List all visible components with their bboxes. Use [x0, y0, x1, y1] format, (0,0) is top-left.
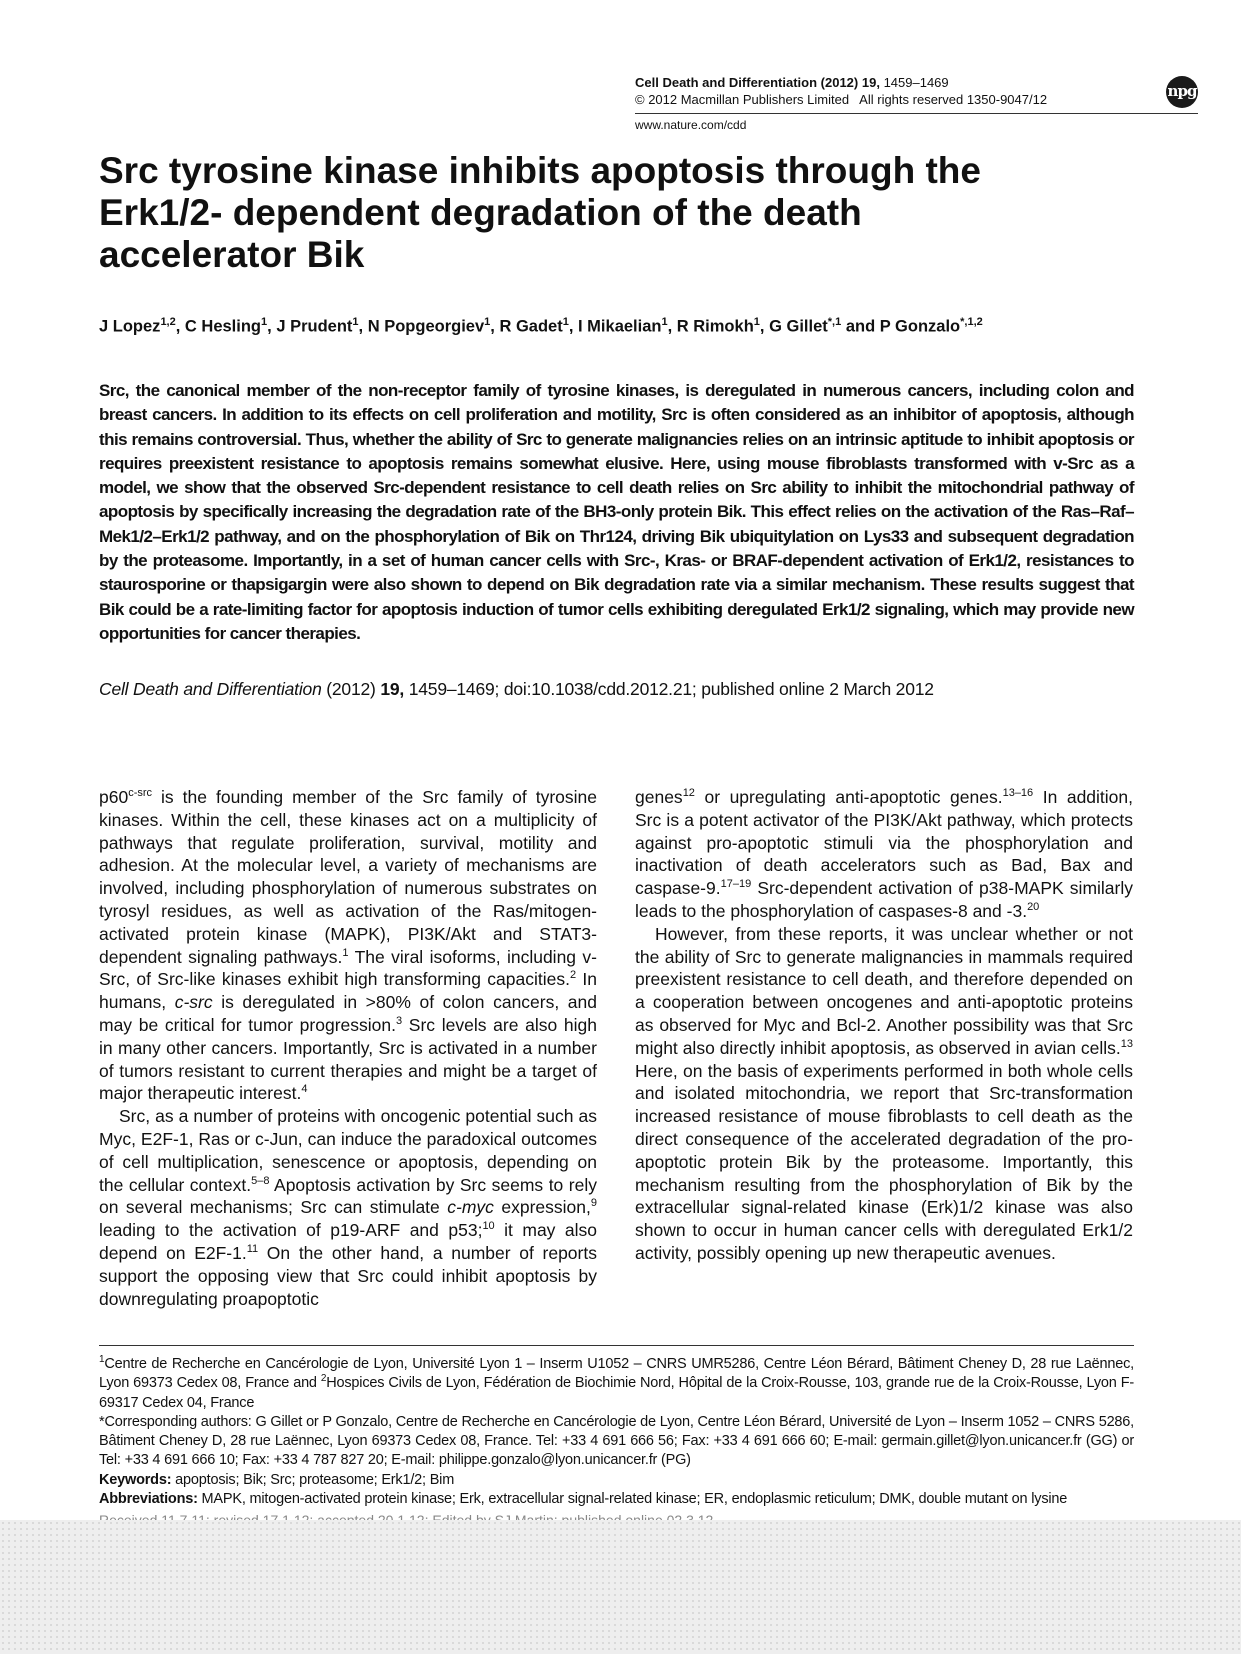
footnote-label: Abbreviations: [99, 1491, 198, 1508]
author-affiliation: 1 [352, 316, 359, 328]
author-separator: , [358, 317, 368, 336]
author-affiliation: 1 [261, 316, 268, 328]
reference-superscript: 17–19 [720, 878, 752, 891]
author-name: J Lopez [99, 317, 161, 336]
reference-superscript: 1 [342, 946, 349, 959]
article-title: Src tyrosine kinase inhibits apoptosis through the Erk1/2- dependent degradation of the death accelerator Bik [99, 150, 981, 275]
journal-citation-line [635, 74, 1035, 91]
author-separator: , [490, 317, 500, 336]
reference-superscript: 13 [1120, 1037, 1133, 1050]
header-divider [635, 113, 1198, 114]
footnote-paragraph [99, 1471, 1134, 1490]
text-run: is deregulated in >80% of colon cancers, and may be critical for tumor progression. [99, 992, 598, 1035]
author-name: P Gonzalo [879, 317, 961, 336]
citation-details: 1459–1469; doi:10.1038/cdd.2012.21; published online 2 March 2012 [404, 679, 934, 699]
citation-line [99, 679, 934, 700]
text-run: In humans, [99, 969, 597, 1013]
author-name: G Gillet [769, 317, 828, 336]
reference-superscript: 13–16 [1002, 787, 1034, 800]
author-separator: , [759, 317, 770, 336]
reference-superscript: 1 [99, 1354, 105, 1366]
text-run: Src, as a number of proteins with oncogenic potential such as Myc, E2F-1, Ras or c-Jun, can induce the paradoxical outcomes of cell multiplication, senescence or apoptosis, depending on the cellular context. [99, 1106, 597, 1195]
reference-superscript: 12 [682, 787, 695, 800]
author-affiliation: 1,2 [160, 316, 176, 328]
author-affiliation: 1 [661, 316, 668, 328]
author-affiliation: *,1,2 [960, 316, 983, 328]
author-name: R Rimokh [676, 317, 754, 336]
text-run: Here, on the basis of experiments performed in both whole cells and isolated mitochondria, we report that Src-transformation increased resistance of mouse fibroblasts to cell death as the direct consequence of the accelerated degradation of the pro-apoptotic protein Bik by the proteasome. Importantly, this mechanism resulting from the phosphorylation of Bik by the extracellular signal-related kinase (Erk)1/2 kinase was also shown to occur in human cancer cells with deregulated Erk1/2 activity, possibly opening up new therapeutic avenues. [635, 1060, 1133, 1263]
body-column-right [635, 786, 1133, 1265]
text-run: The viral isoforms, including v-Src, of Src-like kinases exhibit high transforming capacities. [99, 946, 597, 990]
author-name: C Hesling [184, 317, 262, 336]
text-run: it may also depend on E2F-1. [99, 1220, 597, 1263]
reference-superscript: 9 [590, 1197, 597, 1210]
body-paragraph [635, 923, 1133, 1265]
author-list [99, 316, 983, 337]
body-paragraph [99, 786, 597, 1105]
text-run: is the founding member of the Src family of tyrosine kinases. Within the cell, these kinases act on a multiplicity of pathways that regulate proliferation, survival, motility and adhesion. At the molecular level, a variety of mechanisms are involved, including phosphorylation of numerous substrates on tyrosyl residues, as well as activation of the Ras/mitogen-activated protein kinase (MAPK), PI3K/Akt and STAT3-dependent signaling pathways. [99, 787, 597, 967]
footnote-paragraph [99, 1490, 1134, 1509]
journal-url[interactable]: www.nature.com/cdd [635, 118, 747, 132]
text-run: MAPK, mitogen-activated protein kinase; Erk, extracellular signal-related kinase; ER, endoplasmic reticulum; DMK, double mutant on lysine [197, 1491, 1068, 1508]
page-cutoff-overlay [0, 1520, 1241, 1654]
journal-pages: 1459–1469 [883, 75, 949, 90]
author-affiliation: 1 [562, 316, 569, 328]
journal-volume: 19, [861, 75, 880, 90]
footnote-paragraph [99, 1413, 1134, 1471]
reference-superscript: 10 [482, 1220, 495, 1233]
text-run: However, from these reports, it was unclear whether or not the ability of Src to generate malignancies in mammals required preexistent resistance to cell death, and therefore depended on a cooperation between oncogenes and anti-apoptotic proteins as observed for Myc and Bcl-2. Another possibility was that Src might also directly inhibit apoptosis, as observed in avian cells. [635, 923, 1133, 1058]
body-paragraph [99, 1105, 597, 1310]
journal-header [635, 74, 1048, 108]
copyright-line: © 2012 Macmillan Publishers Limited All rights reserved 1350-9047/12 [635, 92, 1048, 107]
text-run: Centre de Recherche en Cancérologie de Lyon, Université Lyon 1 – Inserm U1052 – CNRS UMR5286, Centre Léon Bérard, Bâtiment Cheney D, 28 rue Laënnec, Lyon 69373 Cedex 08, France and [99, 1356, 1134, 1392]
npg-logo-icon: npg [1166, 76, 1198, 108]
body-column-left [99, 786, 597, 1310]
footnote-label: Keywords: [99, 1471, 172, 1488]
journal-name: Cell Death and Differentiation [635, 75, 818, 90]
text-run: expression, [493, 1197, 591, 1218]
text-run: *Corresponding authors: G Gillet or P Gonzalo, Centre de Recherche en Cancérologie de Lyon, Centre Léon Bérard, Université de Lyon – Inserm 1052 – CNRS 5286, Bâtiment Cheney D, 28 rue Laënnec, Lyon 69373 Cedex 08, France. Tel: +33 4 691 666 56; Fax: +33 4 691 666 60; E-mail: germain.gillet@lyon.unicancer.fr (GG) or Tel: +33 4 691 666 10; Fax: +33 4 787 827 20; E-mail: philippe.gonzalo@lyon.unicancer.fr (PG) [99, 1413, 1134, 1469]
text-run: In addition, Src is a potent activator of the PI3K/Akt pathway, which protects against pro-apoptotic stimuli via the phosphorylation and inactivation of death accelerators such as Bad, Bax and caspase-9. [635, 787, 1133, 899]
text-run: leading to the activation of p19-ARF and p53; [99, 1220, 483, 1241]
reference-superscript: 3 [395, 1015, 403, 1028]
author-separator: , [667, 317, 677, 336]
author-name: N Popgeorgiev [367, 317, 485, 336]
citation-year: (2012) [321, 679, 381, 699]
author-affiliation: 1 [484, 316, 491, 328]
footnotes [99, 1355, 1134, 1509]
text-run: p60 [99, 787, 129, 807]
reference-superscript: 20 [1027, 901, 1040, 914]
author-separator: , [568, 317, 579, 336]
text-run: Hospices Civils de Lyon, Fédération de Biochimie Nord, Hôpital de la Croix-Rousse, 103, grande rue de la Croix-Rousse, Lyon F-69317 Cedex 04, France [99, 1375, 1134, 1411]
author-separator: , [175, 317, 185, 336]
journal-year: (2012) [820, 75, 859, 90]
author-affiliation: *,1 [827, 316, 842, 328]
italic-term: c-myc [447, 1197, 494, 1218]
text-run: Src levels are also high in many other cancers. Importantly, Src is activated in a number of tumors resistant to current therapies and might be a target of major therapeutic interest. [99, 1014, 597, 1104]
author-name: J Prudent [276, 317, 353, 336]
reference-superscript: 2 [320, 1373, 327, 1385]
body-paragraph [635, 786, 1133, 923]
text-run: or upregulating anti-apoptotic genes. [694, 787, 1003, 807]
author-affiliation: 1 [753, 316, 760, 328]
author-separator: , [267, 317, 277, 336]
footnote-divider [99, 1345, 1134, 1346]
italic-term: c-src [174, 992, 213, 1013]
abstract: Src, the canonical member of the non-receptor family of tyrosine kinases, is deregulated in numerous cancers, including colon and breast cancers. In addition to its effects on cell proliferation and motility, Src is often considered as an inhibitor of apoptosis, although this remains controversial. Thus, whether the ability of Src to generate malignancies relies on an intrinsic aptitude to inhibit apoptosis or requires preexistent resistance to apoptosis remains somewhat elusive. Here, using mouse fibroblasts transformed with v-Src as a model, we show that the observed Src-dependent resistance to cell death relies on Src ability to inhibit the mitochondrial pathway of apoptosis by specifically increasing the degradation rate of the BH3-only protein Bik. This effect relies on the activation of the Ras–Raf–Mek1/2–Erk1/2 pathway, and on the phosphorylation of Bik on Thr124, driving Bik ubiquitylation on Lys33 and subsequent degradation by the proteasome. Importantly, in a set of human cancer cells with Src-, Kras- or BRAF-dependent activation of Erk1/2, resistances to staurosporine or thapsigargin were also shown to depend on Bik degradation rate via a similar mechanism. These results suggest that Bik could be a rate-limiting factor for apoptosis induction of tumor cells exhibiting deregulated Erk1/2 signaling, which may provide new opportunities for cancer therapies. [99, 381, 1134, 643]
footnote-paragraph [99, 1355, 1134, 1413]
author-name: R Gadet [499, 317, 563, 336]
author-name: I Mikaelian [578, 317, 662, 336]
text-run: apoptosis; Bik; Src; proteasome; Erk1/2; Bim [171, 1471, 455, 1488]
reference-superscript: 2 [569, 969, 577, 982]
text-run: Src-dependent activation of p38-MAPK similarly leads to the phosphorylation of caspases-8 and -3. [635, 878, 1133, 921]
text-run: genes [635, 787, 683, 807]
citation-volume: 19, [380, 679, 405, 699]
reference-superscript: 4 [301, 1083, 308, 1096]
author-separator: and [841, 317, 880, 336]
reference-superscript: 5–8 [251, 1174, 270, 1187]
text-run: On the other hand, a number of reports support the opposing view that Src could inhibit apoptosis by downregulating proapoptotic [99, 1242, 597, 1309]
reference-superscript: c-src [128, 787, 153, 800]
reference-superscript: 11 [246, 1243, 259, 1256]
citation-journal: Cell Death and Differentiation [99, 679, 322, 699]
text-run: Apoptosis activation by Src seems to rely on several mechanisms; Src can stimulate [99, 1174, 598, 1218]
